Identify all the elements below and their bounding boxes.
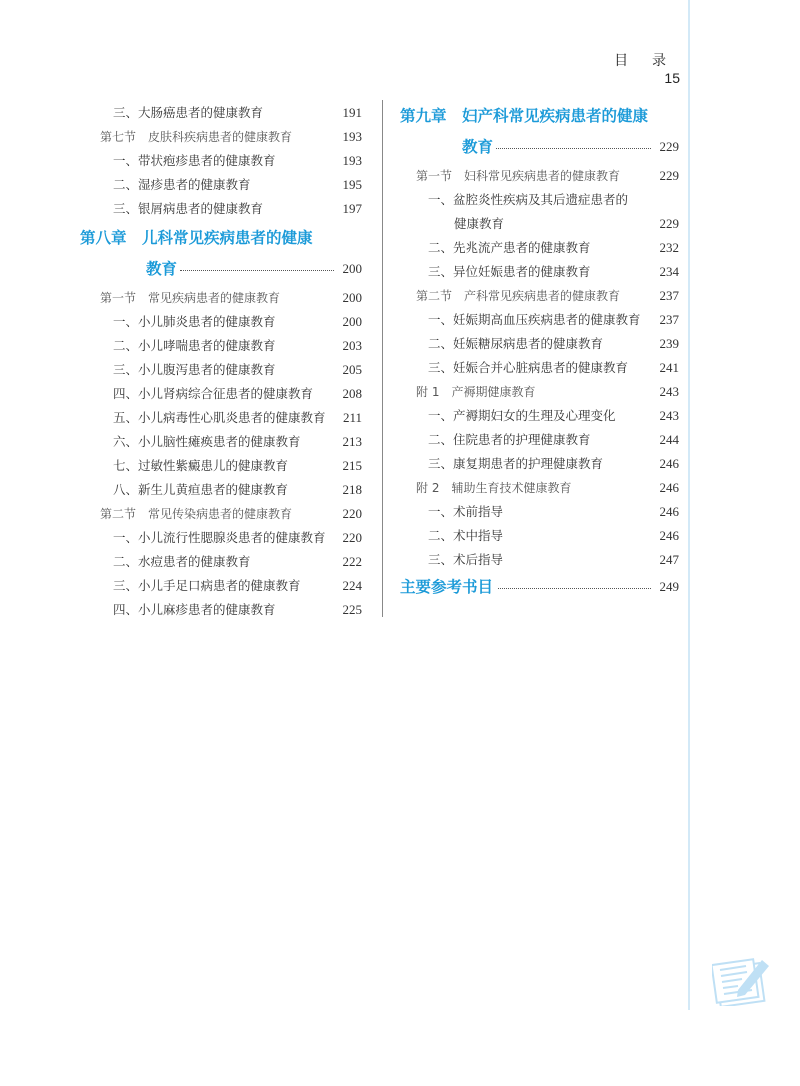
notepad-pencil-icon [712, 950, 774, 1006]
chapter-page: 249 [659, 579, 679, 594]
item-page: 211 [342, 410, 362, 425]
item-page: 203 [342, 338, 362, 353]
toc-section-entry[interactable] [416, 288, 679, 304]
item-page: 220 [342, 530, 362, 545]
item-title: 一、妊娠期高血压疾病患者的健康教育 [428, 312, 641, 327]
item-title: 一、盆腔炎性疾病及其后遗症患者的 [428, 192, 629, 207]
item-title: 七、过敏性紫癜患儿的健康教育 [113, 458, 289, 473]
chapter-title-continuation: 教育 [462, 138, 494, 156]
section-title: 第一节 妇科常见疾病患者的健康教育 [416, 169, 621, 183]
item-page: 222 [342, 554, 362, 569]
toc-item-entry[interactable] [428, 240, 679, 256]
item-title: 三、银屑病患者的健康教育 [113, 201, 264, 216]
item-page: 247 [659, 552, 679, 567]
toc-item-entry[interactable] [113, 554, 362, 570]
toc-item-entry[interactable] [428, 408, 679, 424]
toc-item-entry[interactable] [428, 264, 679, 280]
toc-item-entry[interactable] [428, 504, 679, 520]
item-page: 205 [342, 362, 362, 377]
page-edge-line [688, 0, 690, 1010]
item-page: 239 [659, 336, 679, 351]
toc-item-entry[interactable] [428, 528, 679, 544]
item-title: 五、小儿病毒性心肌炎患者的健康教育 [113, 410, 326, 425]
chapter-title: 第八章 儿科常见疾病患者的健康 [80, 229, 313, 247]
item-page: 234 [659, 264, 679, 279]
toc-item-entry[interactable] [428, 456, 679, 472]
item-page: 241 [659, 360, 679, 375]
running-header [600, 50, 680, 86]
section-page: 243 [659, 384, 679, 399]
item-title: 二、术中指导 [428, 528, 504, 543]
item-title: 三、康复期患者的护理健康教育 [428, 456, 604, 471]
toc-item-entry[interactable] [113, 410, 362, 426]
toc-item-entry[interactable] [428, 336, 679, 352]
toc-item-entry[interactable] [428, 360, 679, 376]
toc-chapter-entry[interactable] [80, 228, 362, 248]
item-title: 一、带状疱疹患者的健康教育 [113, 153, 276, 168]
toc-item-entry[interactable] [113, 386, 362, 402]
item-title: 三、大肠癌患者的健康教育 [113, 105, 264, 120]
item-page: 246 [659, 528, 679, 543]
toc-item-entry[interactable] [113, 201, 362, 217]
item-page: 225 [342, 602, 362, 617]
item-page: 224 [342, 578, 362, 593]
item-page: 218 [342, 482, 362, 497]
toc-item-entry[interactable] [113, 602, 362, 618]
item-title: 六、小儿脑性瘫痪患者的健康教育 [113, 434, 301, 449]
item-title: 四、小儿麻疹患者的健康教育 [113, 602, 276, 617]
toc-section-entry[interactable] [416, 384, 679, 400]
header-title: 目 录 [614, 52, 676, 68]
toc-item-entry[interactable] [113, 482, 362, 498]
toc-item-entry[interactable] [113, 578, 362, 594]
item-title: 二、湿疹患者的健康教育 [113, 177, 251, 192]
item-page: 244 [659, 432, 679, 447]
toc-chapter-entry[interactable] [400, 577, 679, 597]
item-title: 三、术后指导 [428, 552, 504, 567]
toc-chapter-continuation[interactable] [462, 137, 679, 157]
item-title-continuation: 健康教育 [454, 216, 505, 231]
item-page: 208 [342, 386, 362, 401]
section-title: 第一节 常见疾病患者的健康教育 [100, 291, 281, 305]
item-title: 四、小儿肾病综合征患者的健康教育 [113, 386, 314, 401]
item-page: 229 [659, 216, 679, 231]
toc-chapter-continuation[interactable] [146, 259, 362, 279]
item-page: 193 [342, 153, 362, 168]
section-page: 200 [342, 290, 362, 305]
item-page: 246 [659, 456, 679, 471]
item-page: 213 [342, 434, 362, 449]
toc-item-entry[interactable] [113, 434, 362, 450]
toc-item-entry[interactable] [113, 314, 362, 330]
toc-section-entry[interactable] [100, 129, 362, 145]
toc-item-entry[interactable] [428, 312, 679, 328]
leader-dots [498, 588, 651, 589]
toc-item-entry[interactable] [113, 105, 362, 121]
toc-item-entry[interactable] [113, 530, 362, 546]
toc-chapter-entry[interactable] [400, 106, 679, 126]
item-title: 二、水痘患者的健康教育 [113, 554, 251, 569]
section-title: 附 1 产褥期健康教育 [416, 385, 536, 399]
item-title: 三、异位妊娠患者的健康教育 [428, 264, 591, 279]
toc-item-entry[interactable] [113, 458, 362, 474]
toc-section-entry[interactable] [100, 290, 362, 306]
toc-item-entry[interactable] [428, 192, 679, 208]
section-title: 第二节 产科常见疾病患者的健康教育 [416, 289, 621, 303]
leader-dots [180, 270, 334, 271]
item-title: 一、术前指导 [428, 504, 504, 519]
item-title: 二、小儿哮喘患者的健康教育 [113, 338, 276, 353]
toc-section-entry[interactable] [100, 506, 362, 522]
chapter-title: 第九章 妇产科常见疾病患者的健康 [400, 107, 649, 125]
section-page: 229 [659, 168, 679, 183]
item-title: 二、妊娠糖尿病患者的健康教育 [428, 336, 604, 351]
section-title: 第七节 皮肤科疾病患者的健康教育 [100, 130, 293, 144]
item-title: 二、住院患者的护理健康教育 [428, 432, 591, 447]
toc-item-entry[interactable] [113, 362, 362, 378]
item-title: 二、先兆流产患者的健康教育 [428, 240, 591, 255]
chapter-title-continuation: 教育 [146, 260, 178, 278]
section-title: 第二节 常见传染病患者的健康教育 [100, 507, 293, 521]
item-title: 一、产褥期妇女的生理及心理变化 [428, 408, 616, 423]
toc-item-entry[interactable] [113, 338, 362, 354]
page-number: 15 [664, 70, 680, 86]
item-title: 一、小儿流行性腮腺炎患者的健康教育 [113, 530, 326, 545]
item-page: 215 [342, 458, 362, 473]
item-title: 三、小儿手足口病患者的健康教育 [113, 578, 301, 593]
section-page: 193 [342, 129, 362, 144]
toc-section-entry[interactable] [416, 168, 679, 184]
item-page: 237 [659, 312, 679, 327]
toc-item-entry[interactable] [113, 177, 362, 193]
section-title: 附 2 辅助生育技术健康教育 [416, 481, 572, 495]
column-divider [382, 100, 383, 617]
item-title: 八、新生儿黄疸患者的健康教育 [113, 482, 289, 497]
section-page: 237 [659, 288, 679, 303]
item-page: 200 [342, 314, 362, 329]
leader-dots [496, 148, 651, 149]
item-title: 三、小儿腹泻患者的健康教育 [113, 362, 276, 377]
toc-item-continuation[interactable] [454, 216, 679, 232]
toc-section-entry[interactable] [416, 480, 679, 496]
toc-item-entry[interactable] [428, 552, 679, 568]
item-title: 三、妊娠合并心脏病患者的健康教育 [428, 360, 629, 375]
item-page: 246 [659, 504, 679, 519]
toc-item-entry[interactable] [113, 153, 362, 169]
section-page: 220 [342, 506, 362, 521]
chapter-page: 200 [342, 261, 362, 276]
chapter-page: 229 [659, 139, 679, 154]
item-page: 232 [659, 240, 679, 255]
section-page: 246 [659, 480, 679, 495]
item-page: 197 [342, 201, 362, 216]
item-page: 243 [659, 408, 679, 423]
item-title: 一、小儿肺炎患者的健康教育 [113, 314, 276, 329]
item-page: 195 [342, 177, 362, 192]
toc-item-entry[interactable] [428, 432, 679, 448]
item-page: 191 [342, 105, 362, 120]
chapter-title: 主要参考书目 [400, 578, 494, 596]
